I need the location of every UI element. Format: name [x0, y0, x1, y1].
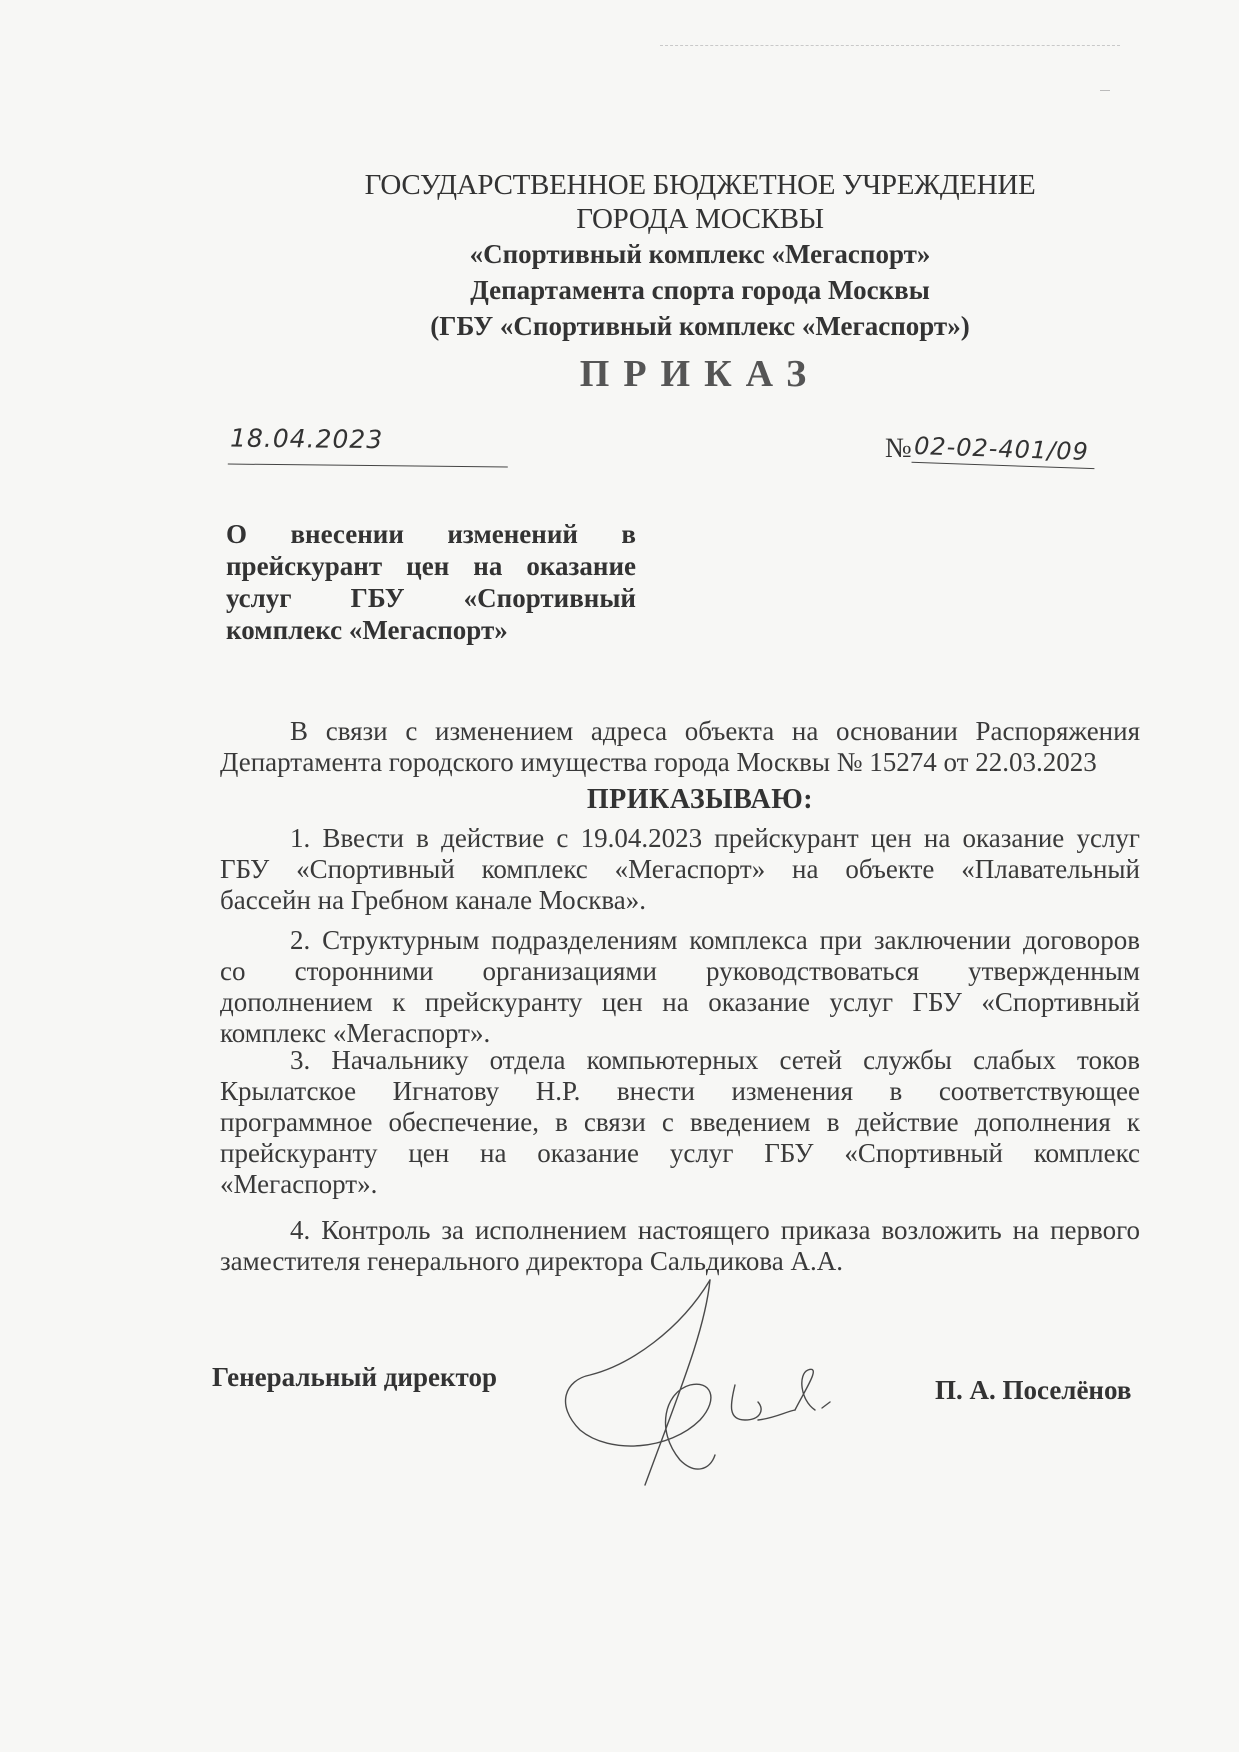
order-subject — [226, 518, 636, 646]
item-line: заместителя генерального директора Сальдикова А.А. — [220, 1246, 843, 1276]
subject-line: услуг ГБУ «Спортивный — [226, 583, 636, 613]
item-line: 1. Ввести в действие с 19.04.2023 прейскурант цен на оказание услуг — [290, 823, 1140, 853]
item-line: «Мегаспорт». — [220, 1169, 378, 1199]
header-line-5: (ГБУ «Спортивный комплекс «Мегаспорт») — [430, 311, 970, 341]
order-heading: ПРИКАЗЫВАЮ: — [586, 784, 814, 815]
order-item-3 — [220, 1045, 1140, 1200]
preamble-line: Департамента городского имущества города Москвы № 15274 от 22.03.2023 — [220, 747, 1097, 777]
handwritten-signature — [560, 1270, 860, 1500]
scan-artifact-tick — [1100, 90, 1110, 91]
order-item-2 — [220, 925, 1140, 1049]
order-date: 18.04.2023 — [229, 423, 384, 455]
header-line-4: Департамента спорта города Москвы — [470, 275, 930, 305]
item-line: ГБУ «Спортивный комплекс «Мегаспорт» на объекте «Плавательный — [220, 854, 1140, 884]
header-line-2: ГОРОДА МОСКВЫ — [576, 203, 824, 235]
item-line: Крылатское Игнатову Н.Р. внести изменения в соответствующее — [220, 1076, 1140, 1106]
signatory-name: П. А. Поселёнов — [935, 1375, 1132, 1405]
header-line-3: «Спортивный комплекс «Мегаспорт» — [469, 239, 931, 269]
order-number-field — [885, 433, 1147, 473]
organization-header — [200, 168, 1200, 344]
document-title: ПРИКАЗ — [579, 353, 821, 395]
item-line: 2. Структурным подразделениям комплекса при заключении договоров — [290, 925, 1140, 955]
header-line-1: ГОСУДАРСТВЕННОЕ БЮДЖЕТНОЕ УЧРЕЖДЕНИЕ — [364, 169, 1036, 201]
order-number: 02-02-401/09 — [911, 432, 1095, 469]
item-line: со сторонними организациями руководствоваться утвержденным — [220, 956, 1140, 986]
item-line: прейскуранту цен на оказание услуг ГБУ «Спортивный комплекс — [220, 1138, 1140, 1168]
order-item-1 — [220, 823, 1140, 916]
subject-line: прейскурант цен на оказание — [226, 551, 636, 581]
preamble-paragraph — [220, 716, 1140, 778]
subject-line: комплекс «Мегаспорт» — [226, 615, 508, 645]
item-line: бассейн на Гребном канале Москва». — [220, 885, 647, 915]
item-line: дополнением к прейскуранту цен на оказание услуг ГБУ «Спортивный — [220, 987, 1140, 1017]
item-line: 4. Контроль за исполнением настоящего приказа возложить на первого — [290, 1215, 1140, 1245]
number-sign: № — [885, 433, 912, 464]
subject-line: О внесении изменений в — [226, 519, 636, 549]
item-line: комплекс «Мегаспорт». — [220, 1018, 491, 1048]
scan-artifact-line — [660, 45, 1120, 47]
order-date-field — [228, 424, 508, 468]
order-item-4 — [220, 1215, 1140, 1277]
signatory-title: Генеральный директор — [212, 1362, 497, 1392]
item-line: программное обеспечение, в связи с введением в действие дополнения к — [220, 1107, 1140, 1137]
item-line: 3. Начальнику отдела компьютерных сетей службы слабых токов — [290, 1045, 1140, 1075]
preamble-line: В связи с изменением адреса объекта на основании Распоряжения — [290, 716, 1140, 746]
